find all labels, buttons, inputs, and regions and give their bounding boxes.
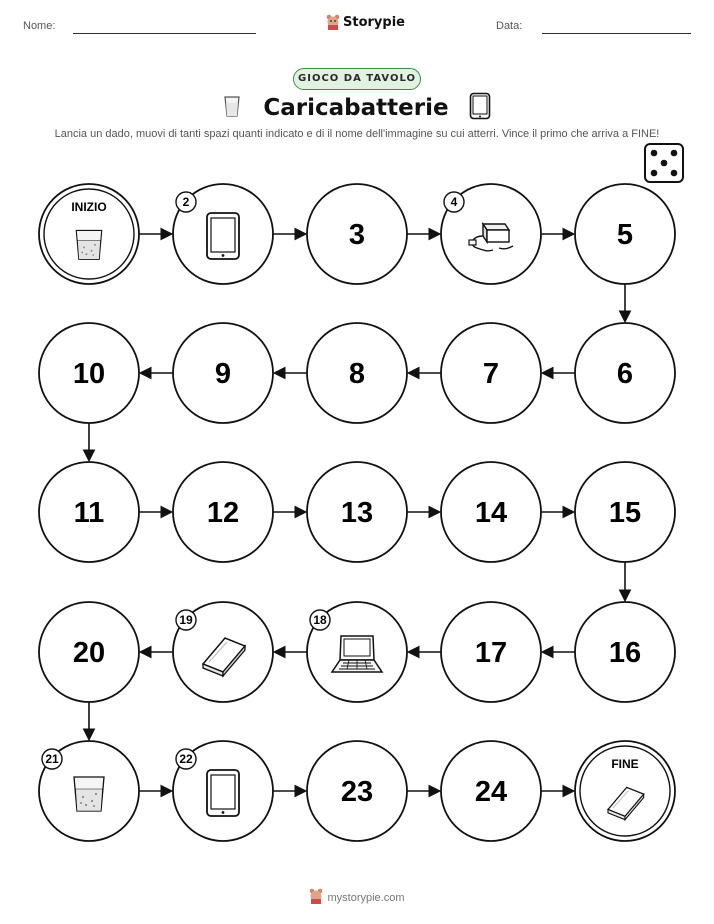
game-type-badge: GIOCO DA TAVOLO bbox=[293, 68, 421, 90]
space-number: 23 bbox=[340, 776, 374, 808]
board-space-16[interactable] bbox=[575, 602, 675, 702]
footer-url: mystorypie.com bbox=[327, 892, 405, 904]
board-space-18[interactable] bbox=[307, 602, 407, 702]
glass-icon bbox=[76, 230, 102, 259]
board-space-6[interactable] bbox=[575, 323, 675, 423]
board-space-20[interactable] bbox=[39, 602, 139, 702]
space-label: INIZIO bbox=[71, 200, 107, 214]
space-number: 4 bbox=[450, 195, 458, 209]
space-number: 5 bbox=[616, 219, 634, 251]
space-number: 15 bbox=[608, 497, 642, 529]
space-number: 11 bbox=[73, 497, 105, 529]
space-number: 21 bbox=[45, 752, 59, 766]
board-space-22[interactable] bbox=[173, 741, 273, 841]
space-label: FINE bbox=[611, 757, 639, 771]
board-space-25[interactable] bbox=[575, 741, 675, 841]
space-number: 18 bbox=[313, 613, 327, 627]
space-number: 8 bbox=[348, 358, 366, 390]
space-number: 22 bbox=[179, 752, 193, 766]
date-label: Data: bbox=[496, 20, 523, 32]
board-space-9[interactable] bbox=[173, 323, 273, 423]
board-space-15[interactable] bbox=[575, 462, 675, 562]
space-number: 13 bbox=[340, 497, 374, 529]
board-space-23[interactable] bbox=[307, 741, 407, 841]
space-number: 17 bbox=[474, 637, 508, 669]
board-space-13[interactable] bbox=[307, 462, 407, 562]
footer bbox=[0, 888, 714, 904]
board-space-2[interactable] bbox=[173, 184, 273, 284]
board-space-17[interactable] bbox=[441, 602, 541, 702]
board-space-21[interactable] bbox=[39, 741, 139, 841]
board-space-5[interactable] bbox=[575, 184, 675, 284]
instructions: Lancia un dado, muovi di tanti spazi quanti indicato e di il nome dell'immagine su cui atterri. Vince il primo che arriva a FINE! bbox=[54, 128, 660, 140]
board-space-8[interactable] bbox=[307, 323, 407, 423]
space-number: 20 bbox=[72, 637, 106, 669]
board-space-12[interactable] bbox=[173, 462, 273, 562]
board-space-4[interactable] bbox=[441, 184, 541, 284]
space-number: 14 bbox=[474, 497, 508, 529]
board-space-19[interactable] bbox=[173, 602, 273, 702]
name-label: Nome: bbox=[23, 20, 56, 32]
board-space-7[interactable] bbox=[441, 323, 541, 423]
dice-icon bbox=[643, 142, 685, 184]
brand-name: Storypie bbox=[343, 14, 405, 30]
space-number: 9 bbox=[214, 358, 232, 390]
tablet-icon bbox=[207, 770, 239, 816]
space-number: 19 bbox=[179, 613, 193, 627]
tablet-icon bbox=[207, 213, 239, 259]
space-number: 3 bbox=[348, 219, 366, 251]
space-number: 2 bbox=[182, 195, 190, 209]
space-number: 24 bbox=[474, 776, 508, 808]
board-space-3[interactable] bbox=[307, 184, 407, 284]
bear-icon bbox=[309, 888, 323, 904]
space-number: 10 bbox=[72, 358, 106, 390]
board-space-14[interactable] bbox=[441, 462, 541, 562]
space-number: 16 bbox=[608, 637, 642, 669]
space-number: 7 bbox=[482, 358, 500, 390]
space-number: 6 bbox=[616, 358, 634, 390]
space-number: 12 bbox=[206, 497, 240, 529]
board-space-10[interactable] bbox=[39, 323, 139, 423]
glass-icon bbox=[74, 777, 104, 811]
title-text: Caricabatterie bbox=[263, 95, 449, 121]
board-space-11[interactable] bbox=[39, 462, 139, 562]
board-space-24[interactable] bbox=[441, 741, 541, 841]
board-space-1[interactable] bbox=[39, 184, 139, 284]
